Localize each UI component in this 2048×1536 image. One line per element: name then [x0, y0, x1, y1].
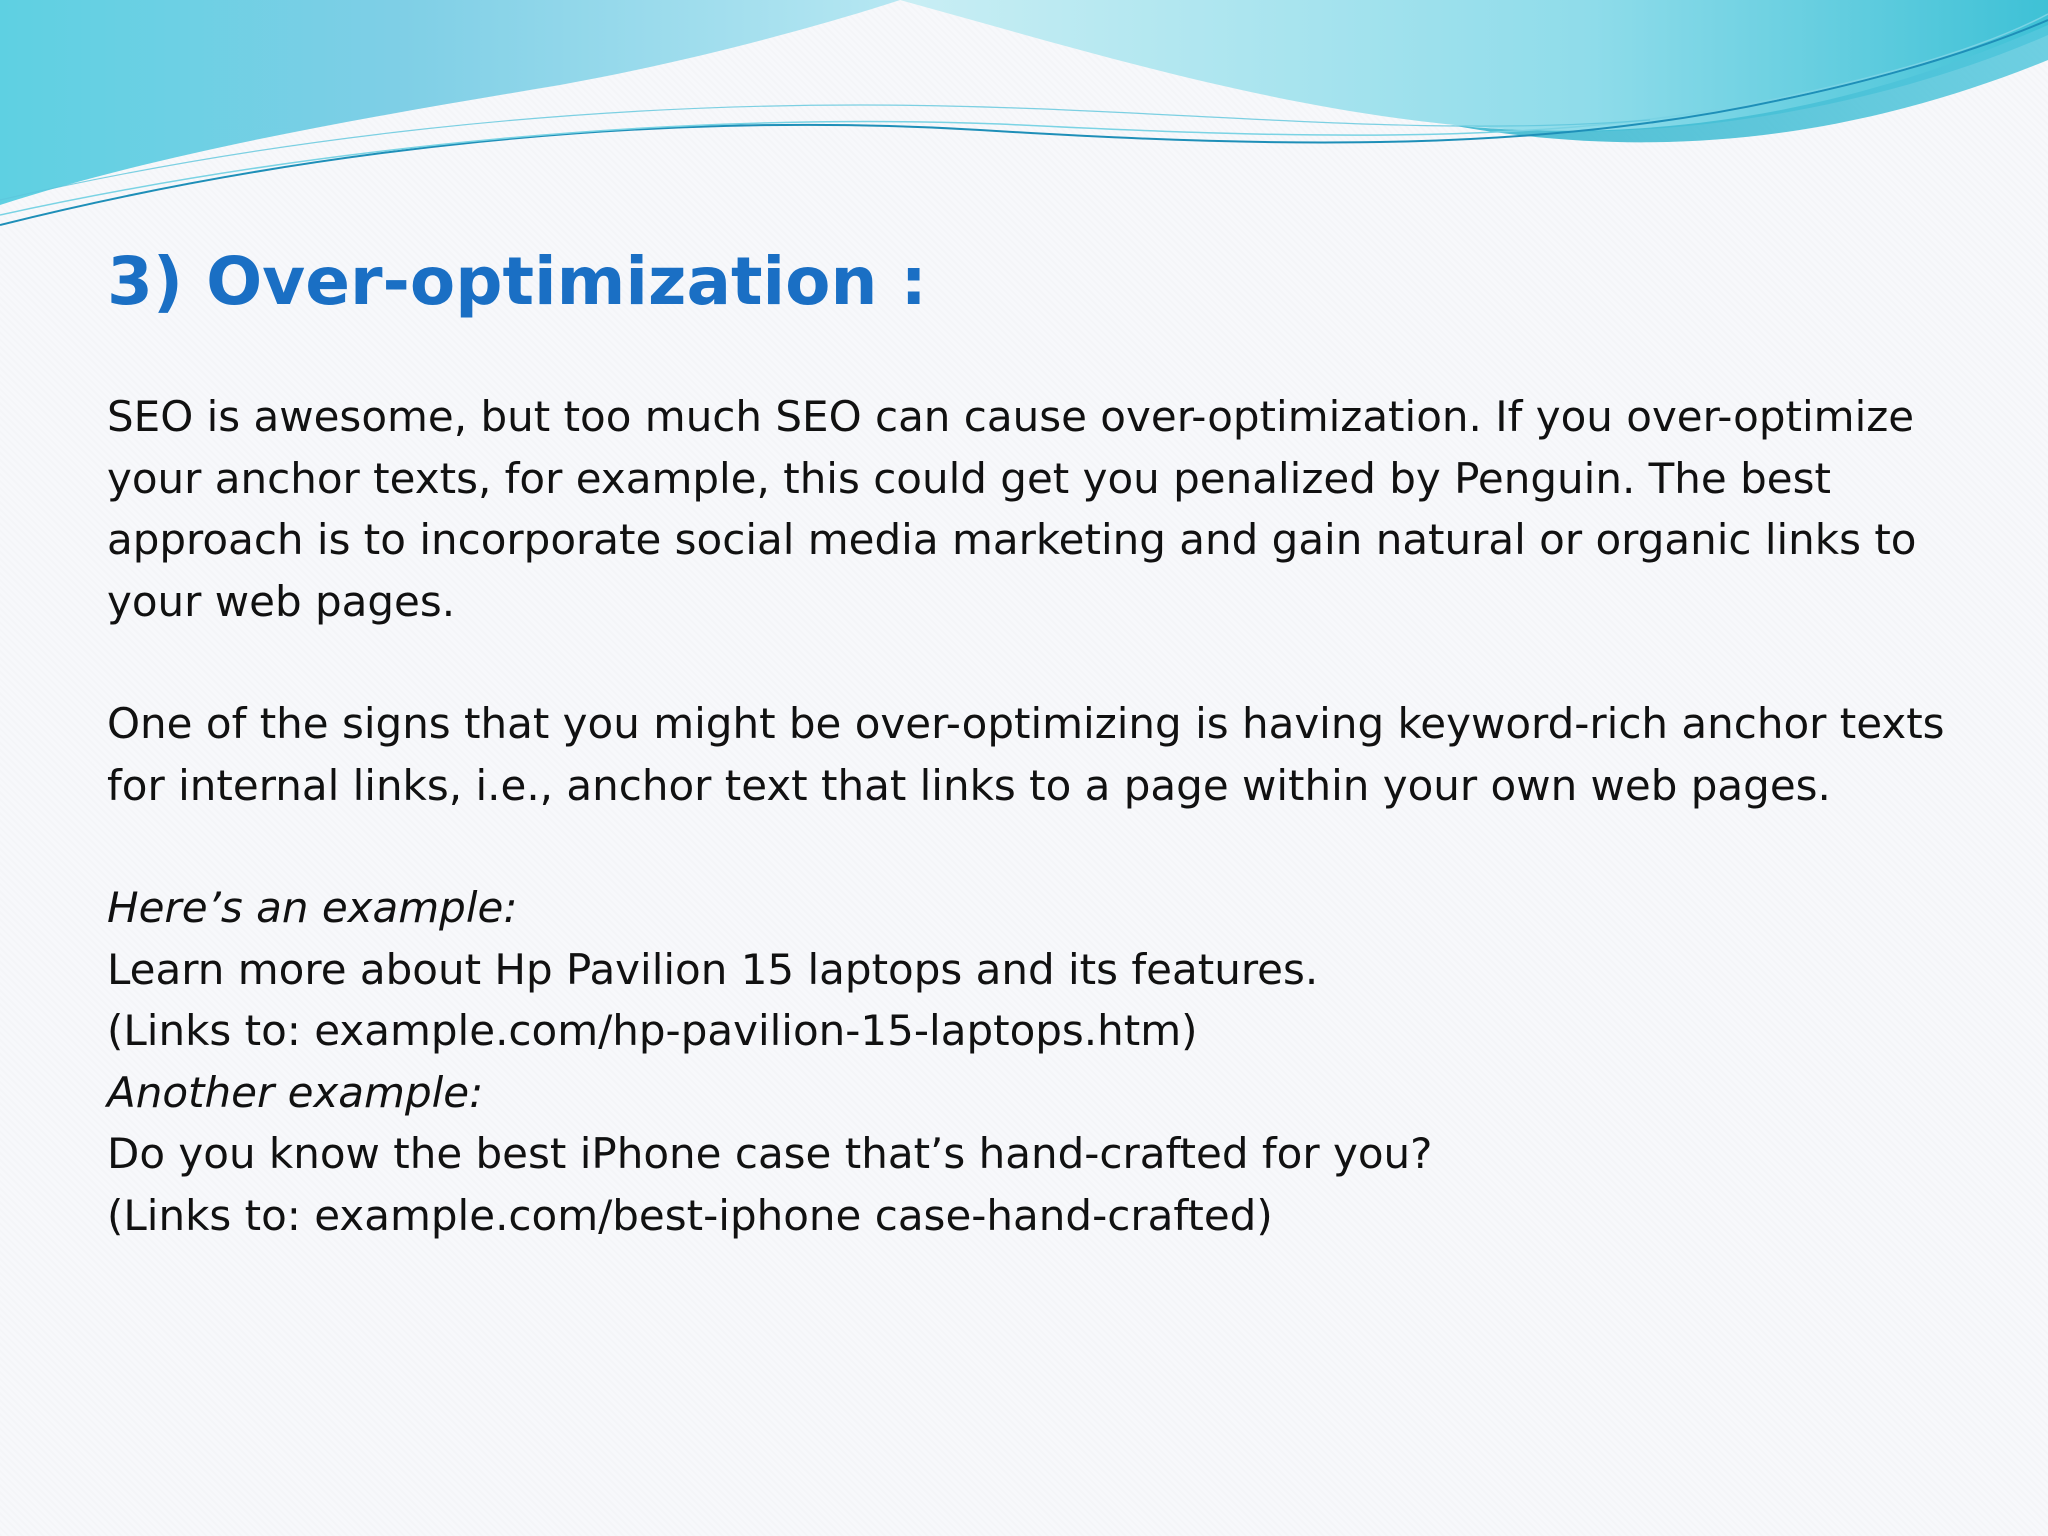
slide-title: 3) Over-optimization : — [107, 243, 927, 320]
example-1-text: Learn more about Hp Pavilion 15 laptops and its features. — [107, 944, 1319, 994]
paragraph-seo-overview: SEO is awesome, but too much SEO can cause over-optimization. If you over-optimize your anchor texts, for example, this could get you penalized by Penguin. The best approach is to incorporate social media marketing and gain natural or organic links to your web pages. — [107, 392, 1917, 626]
example-2-heading: Another example: — [107, 1067, 484, 1117]
decorative-wave-header — [0, 0, 2048, 240]
example-1-link: (Links to: example.com/hp-pavilion-15-laptops.htm) — [107, 1006, 1198, 1055]
example-1-heading: Here’s an example: — [107, 883, 518, 932]
paragraph-over-optimizing-signs: One of the signs that you might be over-optimizing is having keyword-rich anchor texts for internal links, i.e., anchor text that links to a page within your own web pages. — [107, 699, 1945, 810]
examples-block — [107, 877, 1967, 1246]
slide-content — [107, 232, 1967, 1246]
example-2-link: (Links to: example.com/best-iphone case-hand-crafted) — [107, 1190, 1273, 1240]
example-2-text: Do you know the best iPhone case that’s hand-crafted for you? — [107, 1129, 1433, 1178]
